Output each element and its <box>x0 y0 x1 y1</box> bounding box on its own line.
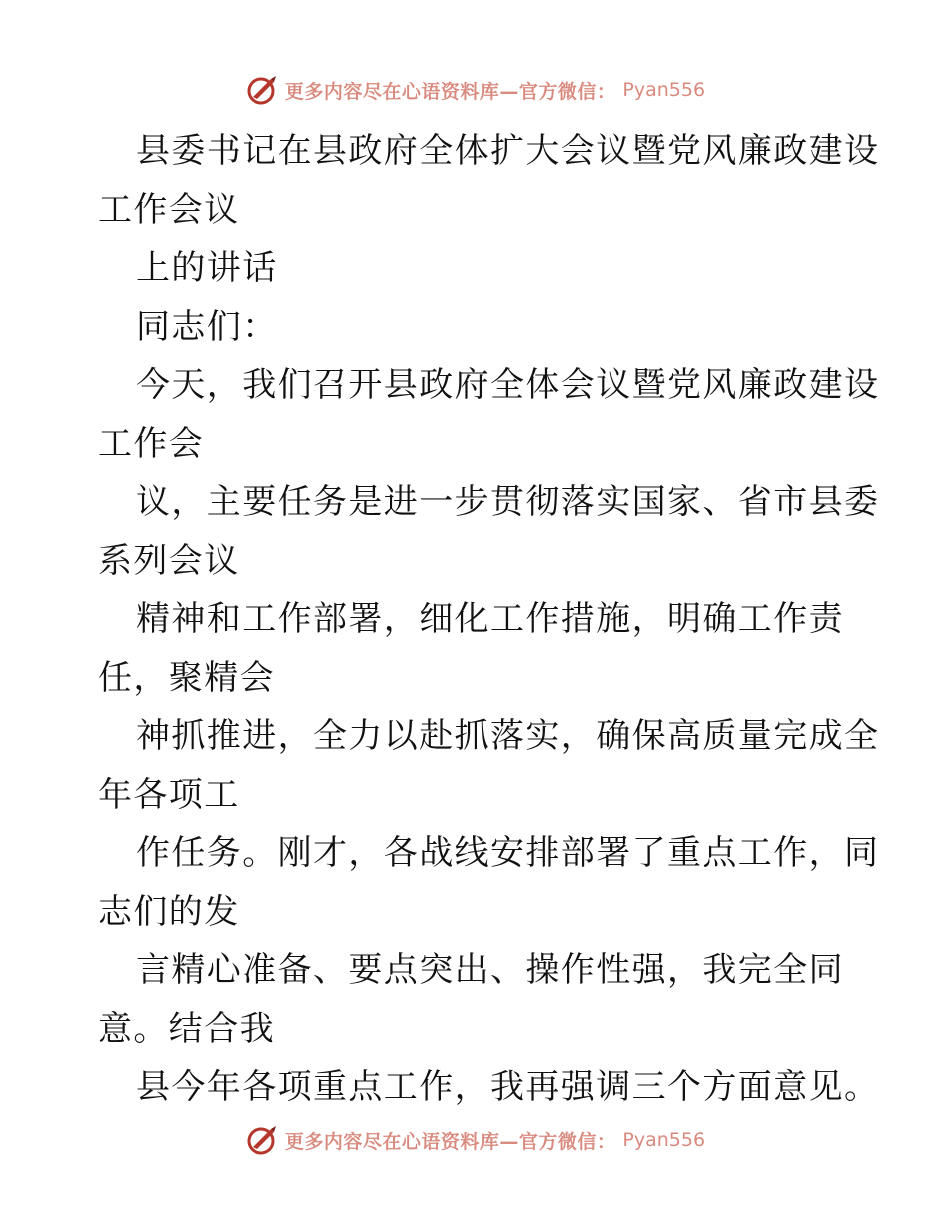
body-line: 作任务。刚才，各战线安排部署了重点工作，同 <box>136 833 880 873</box>
header-wechat-id: Pyan556 <box>622 79 706 101</box>
body-line: 意。结合我 <box>98 1008 275 1049</box>
header-banner-text: 更多内容尽在心语资料库—官方微信： <box>284 80 617 103</box>
body-line: 言精心准备、要点突出、操作性强，我完全同 <box>136 950 844 990</box>
header-watermark-banner <box>0 70 950 110</box>
body-line: 系列会议 <box>98 540 240 581</box>
body-line: 年各项工 <box>98 774 240 815</box>
footer-banner-text: 更多内容尽在心语资料库—官方微信： <box>284 1130 617 1153</box>
body-line: 县今年各项重点工作，我再强调三个方面意见。 <box>136 1067 880 1107</box>
footer-wechat-id: Pyan556 <box>622 1129 706 1151</box>
body-line: 上的讲话 <box>136 248 278 288</box>
body-line: 议，主要任务是进一步贯彻落实国家、省市县委 <box>136 482 880 522</box>
body-line: 今天，我们召开县政府全体会议暨党风廉政建设 <box>136 365 880 405</box>
footer-watermark-banner <box>0 1120 950 1160</box>
quill-logo-icon <box>245 73 279 107</box>
body-line: 精神和工作部署，细化工作措施，明确工作责 <box>136 599 844 639</box>
body-line: 工作会 <box>98 423 205 464</box>
document-body <box>98 122 880 1117</box>
body-line: 任，聚精会 <box>98 657 275 698</box>
quill-logo-icon <box>245 1123 279 1157</box>
body-line: 县委书记在县政府全体扩大会议暨党风廉政建设 <box>136 131 880 171</box>
body-line: 志们的发 <box>98 891 240 932</box>
body-line: 工作会议 <box>98 189 240 230</box>
body-line: 同志们： <box>136 306 278 347</box>
body-line: 神抓推进，全力以赴抓落实，确保高质量完成全 <box>136 716 880 756</box>
